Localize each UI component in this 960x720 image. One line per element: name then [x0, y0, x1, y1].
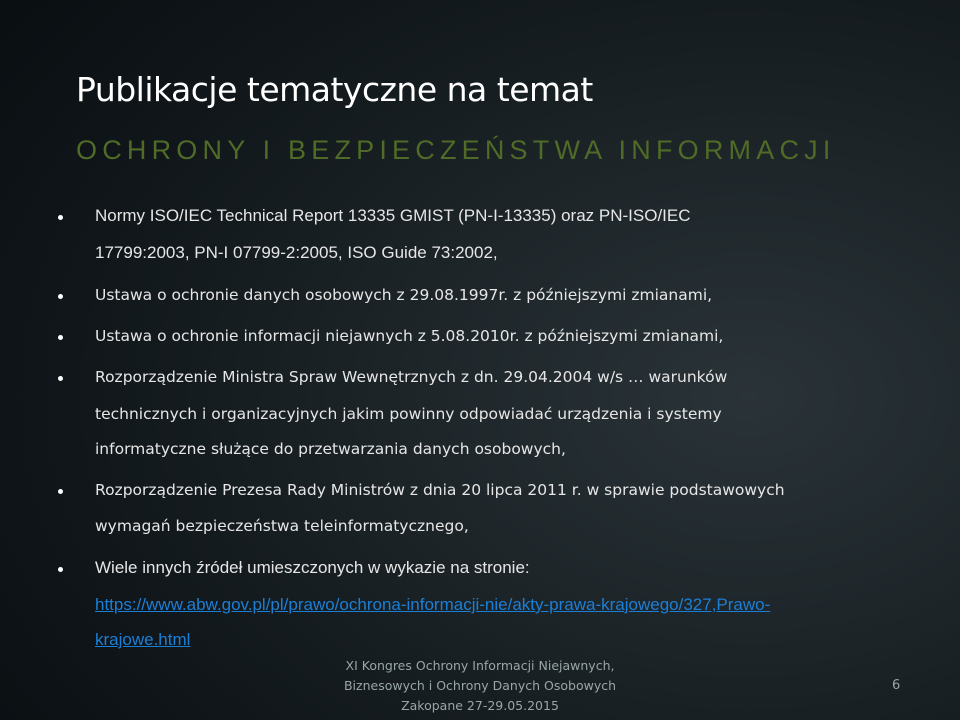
bullet-icon	[58, 489, 63, 494]
bullet-text: Normy ISO/IEC Technical Report 13335 GMIST (PN-I-13335) oraz PN-ISO/IEC	[95, 206, 691, 225]
bullet-text: 17799:2003, PN-I 07799-2:2005, ISO Guide 73:2002,	[95, 243, 498, 262]
bullet-text: Ustawa o ochronie danych osobowych z 29.08.1997r. z późniejszymi zmianami,	[95, 286, 713, 304]
page-number: 6	[892, 678, 901, 693]
bullet-text: Ustawa o ochronie informacji niejawnych z 5.08.2010r. z późniejszymi zmianami,	[95, 327, 724, 345]
bullet-text: technicznych i organizacyjnych jakim powinny odpowiadać urządzenia i systemy	[95, 405, 722, 423]
bullet-icon	[58, 376, 63, 381]
slide-footer	[330, 656, 630, 716]
footer-line: XI Kongres Ochrony Informacji Niejawnych,	[345, 658, 615, 673]
bullet-icon	[58, 215, 63, 220]
footer-line: Biznesowych i Ochrony Danych Osobowych	[343, 678, 617, 693]
bullet-text: wymagań bezpieczeństwa teleinformatycznego,	[95, 517, 469, 535]
bullet-icon	[58, 567, 63, 572]
source-link-continuation[interactable]: krajowe.html	[95, 630, 191, 649]
footer-line: Zakopane 27-29.05.2015	[401, 698, 559, 713]
bullet-text: Rozporządzenie Prezesa Rady Ministrów z dnia 20 lipca 2011 r. w sprawie podstawowych	[95, 481, 785, 499]
bullet-text: Rozporządzenie Ministra Spraw Wewnętrznych z dn. 29.04.2004 w/s … warunków	[95, 368, 728, 386]
source-link[interactable]: https://www.abw.gov.pl/pl/prawo/ochrona-informacji-nie/akty-prawa-krajowego/327,Prawo-	[95, 595, 771, 614]
bullet-icon	[58, 294, 63, 299]
bullet-text: informatyczne służące do przetwarzania danych osobowych,	[95, 440, 566, 458]
slide-title: Publikacje tematyczne na temat	[76, 70, 593, 109]
bullet-text: Wiele innych źródeł umieszczonych w wykazie na stronie:	[95, 558, 530, 577]
bullet-icon	[58, 335, 63, 340]
slide-subtitle: OCHRONY I BEZPIECZEŃSTWA INFORMACJI	[76, 135, 836, 165]
